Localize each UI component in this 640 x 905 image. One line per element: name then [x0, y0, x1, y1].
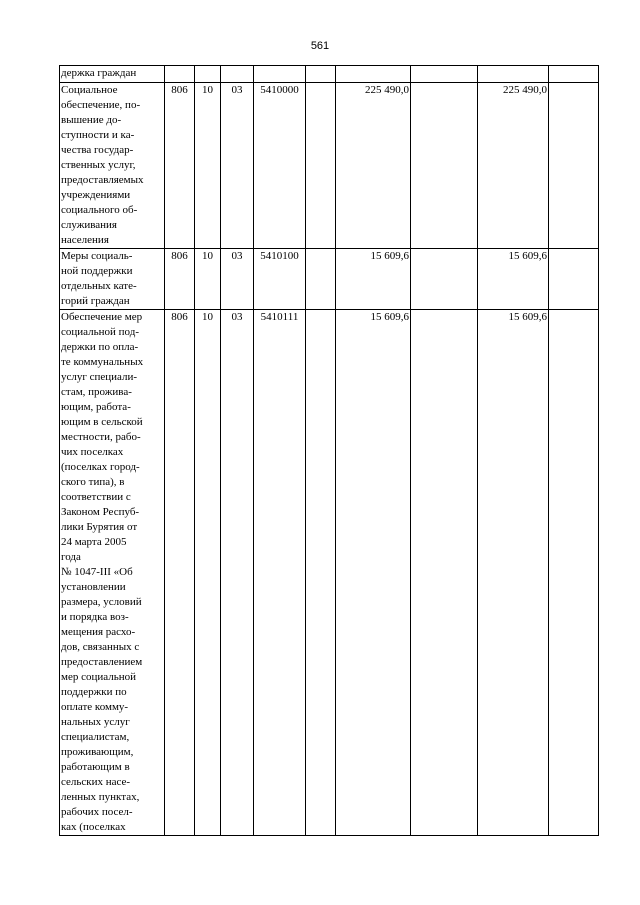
- expense-type-code: [306, 83, 336, 249]
- table-row: [60, 310, 599, 836]
- ministry-code: 806: [165, 83, 195, 249]
- table-row: [60, 249, 599, 310]
- empty-cell-2: [549, 66, 599, 83]
- section-code: [195, 66, 221, 83]
- amount-cell: 15 609,6: [336, 310, 411, 836]
- ministry-code: 806: [165, 310, 195, 836]
- subsection-code: 03: [221, 249, 254, 310]
- empty-cell-2: [549, 83, 599, 249]
- section-code: 10: [195, 83, 221, 249]
- amount-cell-2: [478, 66, 549, 83]
- ministry-code: [165, 66, 195, 83]
- amount-cell: 15 609,6: [336, 249, 411, 310]
- subsection-code: 03: [221, 310, 254, 836]
- empty-cell: [411, 310, 478, 836]
- amount-cell-2: 15 609,6: [478, 249, 549, 310]
- subsection-code: [221, 66, 254, 83]
- page-number: 561: [310, 40, 330, 52]
- section-code: 10: [195, 249, 221, 310]
- table-row: [60, 66, 599, 83]
- table-row: [60, 83, 599, 249]
- amount-cell: 225 490,0: [336, 83, 411, 249]
- section-code: 10: [195, 310, 221, 836]
- amount-cell-2: 15 609,6: [478, 310, 549, 836]
- target-article-code: 5410111: [254, 310, 306, 836]
- empty-cell: [411, 249, 478, 310]
- target-article-code: 5410100: [254, 249, 306, 310]
- empty-cell-2: [549, 310, 599, 836]
- subsection-code: 03: [221, 83, 254, 249]
- row-name: Меры социаль- ной поддержки отдельных кате- горий граждан: [60, 249, 165, 310]
- ministry-code: 806: [165, 249, 195, 310]
- expense-type-code: [306, 310, 336, 836]
- expense-type-code: [306, 249, 336, 310]
- expense-type-code: [306, 66, 336, 83]
- row-name: держка граждан: [60, 66, 165, 83]
- row-name: Социальное обеспечение, по- вышение до- ступности и ка- чества государ- ственных услуг, предоставляемых учреждениями социального об- служивания населения: [60, 83, 165, 249]
- target-article-code: [254, 66, 306, 83]
- empty-cell-2: [549, 249, 599, 310]
- target-article-code: 5410000: [254, 83, 306, 249]
- empty-cell: [411, 66, 478, 83]
- row-name: Обеспечение мер социальной под- держки по опла- те коммунальных услуг специали- стам, прожива- ющим, работа- ющим в сельской местности, рабо- чих поселках (поселках город- ского типа), в соответствии с Законом Респуб- лики Бурятия от 24 марта 2005 года № 1047-III «Об установлении размера, условий и порядка воз- мещения расхо- дов, связанных с предоставлением мер социальной поддержки по оплате комму- нальных услуг специалистам, проживающим, работающим в сельских насе- ленных пунктах, рабочих посел- ках (поселках: [60, 310, 165, 836]
- amount-cell-2: 225 490,0: [478, 83, 549, 249]
- amount-cell: [336, 66, 411, 83]
- empty-cell: [411, 83, 478, 249]
- budget-table: [59, 65, 599, 836]
